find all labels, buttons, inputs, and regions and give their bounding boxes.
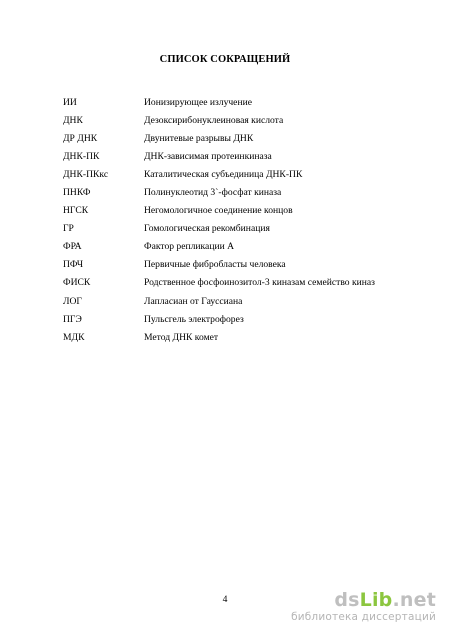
abbreviation-term: ПФЧ (63, 259, 84, 271)
abbreviation-row (63, 165, 423, 183)
abbreviation-term: ДНК-ПК (63, 150, 100, 162)
abbreviation-row (63, 93, 423, 111)
watermark-logo (291, 590, 436, 610)
abbreviation-term: ДНК (63, 114, 83, 126)
page-number: 4 (222, 594, 228, 605)
abbreviation-term: ЛОГ (63, 295, 82, 307)
abbreviation-definition: Фактор репликации А (144, 241, 235, 253)
watermark (291, 590, 436, 623)
abbreviation-row (63, 256, 423, 274)
abbreviation-definition: Пульсгель электрофорез (144, 313, 244, 325)
abbreviation-definition: Каталитическая субъединица ДНК-ПК (144, 168, 303, 180)
page-title: СПИСОК СОКРАЩЕНИЙ (159, 54, 291, 65)
abbreviation-definition: Полинуклеотид 3`-фосфат киназа (144, 187, 282, 199)
abbreviation-row (63, 111, 423, 129)
abbreviation-row (63, 147, 423, 165)
abbreviation-row (63, 328, 423, 346)
abbreviation-term: ДР ДНК (63, 132, 98, 144)
abbreviation-term: ФРА (63, 241, 82, 253)
watermark-logo-net: .net (392, 589, 436, 611)
abbreviation-term: ДНК-ПКкс (63, 168, 109, 180)
abbreviation-row (63, 202, 423, 220)
abbreviation-row (63, 129, 423, 147)
abbreviation-definition: Дезоксирибонуклеиновая кислота (144, 114, 284, 126)
abbreviation-definition: Родственное фосфоинозитол-3 киназам семейство киназ (144, 277, 375, 289)
abbreviation-term: ГР (63, 223, 74, 235)
abbreviation-row (63, 292, 423, 310)
abbreviation-definition: Двунитевые разрывы ДНК (144, 132, 254, 144)
watermark-logo-lib: Lib (359, 589, 393, 611)
abbreviation-definition: ДНК-зависимая протеинкиназа (144, 150, 272, 162)
abbreviation-term: ИИ (63, 96, 77, 108)
watermark-logo-ds: ds (334, 589, 360, 611)
abbreviation-definition: Гомологическая рекомбинация (144, 223, 270, 235)
abbreviation-definition: Первичные фибробласты человека (144, 259, 286, 271)
abbreviation-definition: Ионизирующее излучение (144, 96, 252, 108)
abbreviation-term: НГСК (63, 205, 89, 217)
abbreviation-definition: Лапласиан от Гауссиана (144, 295, 243, 307)
abbreviation-row (63, 274, 423, 292)
abbreviation-term: ПНКФ (63, 187, 91, 199)
abbreviation-row (63, 310, 423, 328)
watermark-tagline: библиотека диссертаций (291, 611, 436, 623)
abbreviation-term: ФИСК (63, 277, 91, 289)
abbreviation-row (63, 183, 423, 201)
abbreviation-term: ПГЭ (63, 313, 82, 325)
abbreviation-term: МДК (63, 331, 85, 343)
abbreviation-definition: Метод ДНК комет (144, 331, 219, 343)
abbreviation-row (63, 238, 423, 256)
abbreviation-list (63, 93, 423, 346)
abbreviation-definition: Негомологичное соединение концов (144, 205, 293, 217)
abbreviation-row (63, 220, 423, 238)
